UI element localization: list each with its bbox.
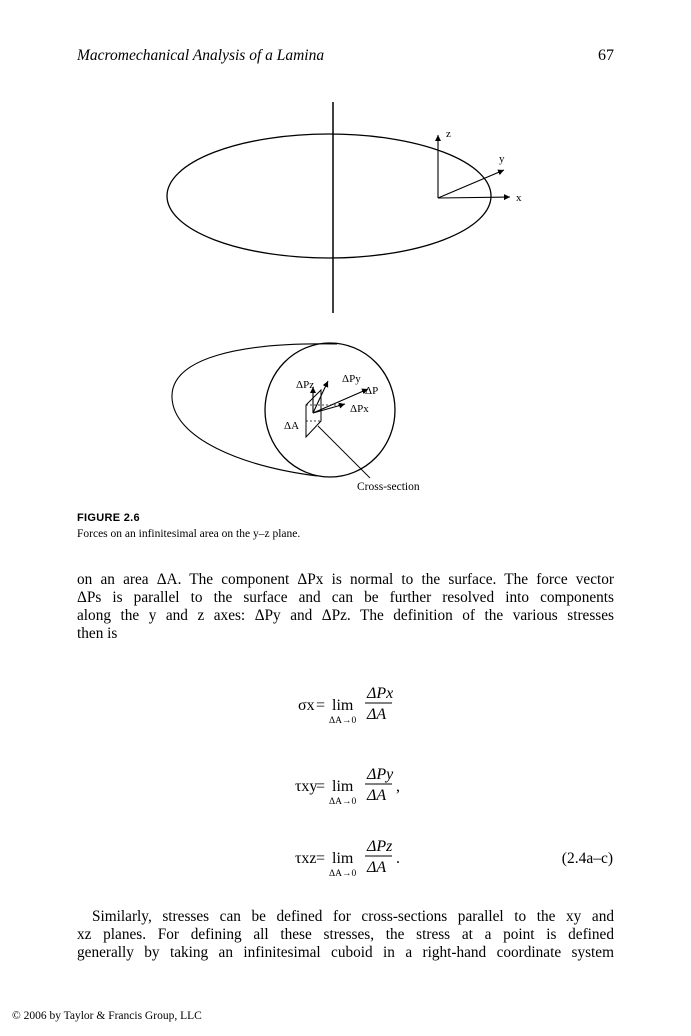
copyright-footer: © 2006 by Taylor & Francis Group, LLC <box>12 1010 202 1022</box>
axis-label-x: x <box>516 192 522 204</box>
eq2-punct: , <box>396 778 400 795</box>
cross-section-leader <box>318 426 370 478</box>
label-delta-px: ΔPx <box>350 403 369 415</box>
para1-line-3: along the y and z axes: ΔPy and ΔPz. The definition of the various stresses <box>77 607 614 624</box>
eq3-den: ΔA <box>367 859 387 876</box>
cross-section-circle <box>265 343 395 477</box>
paragraph-1 <box>77 571 614 643</box>
equation-number: (2.4a–c) <box>561 850 613 867</box>
label-delta-pz: ΔPz <box>296 379 315 391</box>
eq2-num: ΔPy <box>367 766 394 783</box>
eq1-lim: lim <box>332 697 354 714</box>
eq2-lhs: τxy <box>295 778 318 795</box>
eq2-lim-sub: ΔA→0 <box>329 797 357 807</box>
eq2-equals: = <box>316 778 326 795</box>
page-number: 67 <box>598 47 614 64</box>
figure-caption-text: Forces on an infinitesimal area on the y–z plane. <box>77 528 301 540</box>
label-delta-p: ΔP <box>365 385 379 397</box>
eq3-num: ΔPz <box>367 838 393 855</box>
label-delta-a: ΔA <box>284 420 300 432</box>
eq2-lim: lim <box>332 778 354 795</box>
eq1-lhs: σx <box>298 697 315 714</box>
lower-body-outline <box>172 344 337 476</box>
para1-line-4: then is <box>77 625 118 642</box>
axis-label-y: y <box>499 153 505 165</box>
para1-line-1: on an area ΔA. The component ΔPx is normal to the surface. The force vector <box>77 571 614 588</box>
eq3-lim: lim <box>332 850 354 867</box>
eq3-equals: = <box>316 850 326 867</box>
eq3-punct: . <box>396 850 400 867</box>
label-cross-section: Cross-section <box>357 481 420 493</box>
paragraph-2 <box>77 908 614 962</box>
eq1-den: ΔA <box>367 706 387 723</box>
eq1-equals: = <box>316 697 326 714</box>
eq3-lim-sub: ΔA→0 <box>329 869 357 879</box>
eq1-lim-sub: ΔA→0 <box>329 716 357 726</box>
para2-line-2: xz planes. For defining all these stresses, the stress at a point is defined <box>77 926 614 943</box>
eq1-num: ΔPx <box>367 685 394 702</box>
para2-line-1: Similarly, stresses can be defined for cross-sections parallel to the xy and <box>92 908 614 925</box>
eq2-den: ΔA <box>367 787 387 804</box>
label-delta-py: ΔPy <box>342 373 361 385</box>
coordinate-axes <box>438 128 522 204</box>
para2-line-3: generally by taking an infinitesimal cuboid in a right-hand coordinate system <box>77 944 614 961</box>
axis-label-z: z <box>446 128 451 140</box>
figure-2-6 <box>0 0 691 500</box>
para1-line-2: ΔPs is parallel to the surface and can be further resolved into components <box>77 589 614 606</box>
figure-caption-label: FIGURE 2.6 <box>77 512 140 524</box>
eq3-lhs: τxz <box>295 850 317 867</box>
running-header-title: Macromechanical Analysis of a Lamina <box>77 47 325 64</box>
